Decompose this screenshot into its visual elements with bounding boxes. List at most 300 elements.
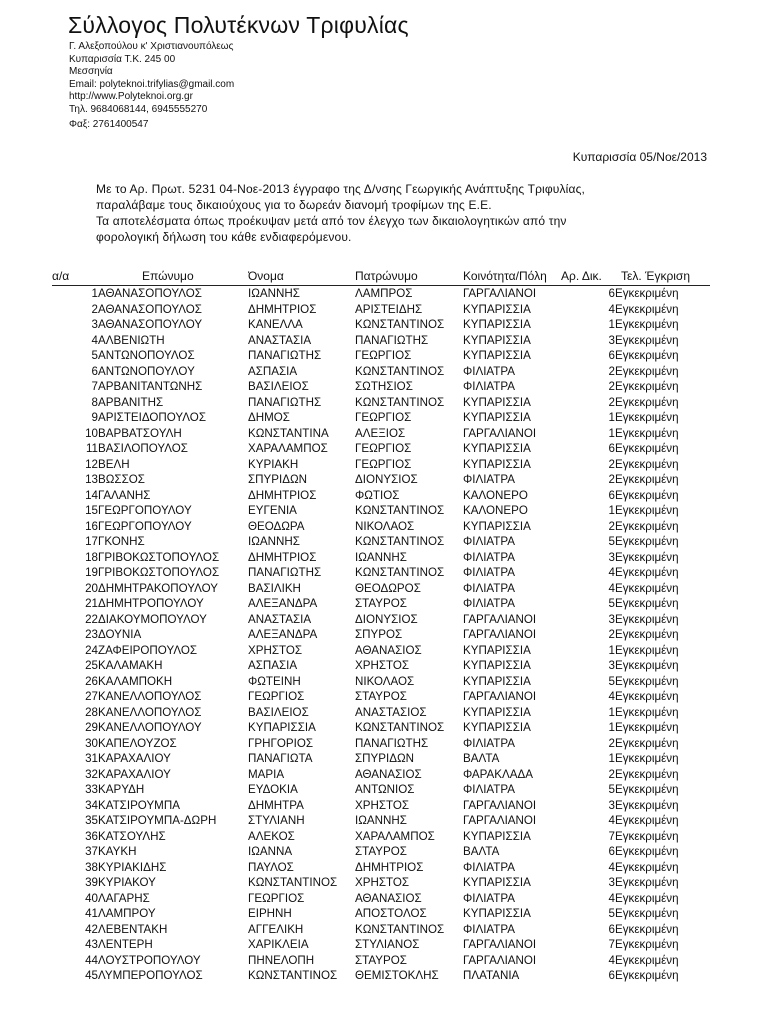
table-row [52,457,710,473]
name-cell: ΚΩΝΣΤΑΝΤΙΝΟΣ [248,969,338,982]
father-name-cell: ΦΩΤΙΟΣ [355,488,400,502]
father-name-cell: ΑΘΑΝΑΣΙΟΣ [355,891,422,905]
table-row [52,736,710,752]
children-count-cell: 1 [608,721,615,734]
table-row [52,844,710,860]
name-cell: ΕΥΓΕΝΙΑ [248,504,297,517]
column-header-father: Πατρώνυμο [355,267,463,286]
name-cell: ΠΑΝΑΓΙΩΤΗΣ [248,349,322,362]
name-cell: ΠΑΝΑΓΙΩΤΗΣ [248,566,322,579]
children-count-cell: 3 [608,876,615,889]
father-name-cell: ΠΑΝΑΓΙΩΤΗΣ [355,736,429,750]
community-cell: ΚΥΠΑΡΙΣΣΙΑ [463,411,531,424]
table-row [52,875,710,891]
surname-cell: ΑΛΒΕΝΙΩΤΗ [98,333,165,347]
row-number: 6 [91,364,98,378]
community-cell: ΓΑΡΓΑΛΙΑΝΟΙ [463,690,537,703]
surname-cell: ΑΘΑΝΑΣΟΠΟΥΛΟΣ [98,287,202,300]
row-number: 21 [85,597,98,610]
surname-cell: ΚΥΡΙΑΚΙΔΗΣ [98,860,167,874]
approval-status-cell: Εγκεκριμένη [615,938,679,951]
children-count-cell: 6 [608,442,615,455]
name-cell: ΠΑΥΛΟΣ [248,860,294,874]
column-header-community: Κοινότητα/Πόλη [463,267,561,286]
surname-cell: ΚΑΤΣΟΥΛΗΣ [98,829,166,843]
approval-status-cell: Εγκεκριμένη [615,767,679,781]
father-name-cell: ΣΠΥΡΙΔΩΝ [355,752,415,765]
approval-status-cell: Εγκεκριμένη [615,581,679,595]
children-count-cell: 2 [608,457,615,471]
table-row [52,488,710,504]
father-name-cell: ΑΠΟΣΤΟΛΟΣ [355,907,427,920]
community-cell: ΚΥΠΑΡΙΣΣΙΑ [463,674,531,688]
children-count-cell: 3 [608,333,615,347]
children-count-cell: 4 [608,566,615,579]
organization-title: Σύλλογος Πολυτέκνων Τριφυλίας [68,12,409,38]
community-cell: ΦΙΛΙΑΤΡΑ [463,922,515,936]
children-count-cell: 4 [608,690,615,703]
name-cell: ΔΗΜΗΤΡΙΟΣ [248,488,317,502]
row-number: 32 [85,767,98,781]
intro-line: Τα αποτελέσματα όπως προέκυψαν μετά από τον έλεγχο των δικαιολογητικών από την [96,214,567,228]
community-cell: ΓΑΡΓΑΛΙΑΝΟΙ [463,612,537,626]
father-name-cell: ΙΩΑΝΝΗΣ [355,814,407,827]
community-cell: ΓΑΡΓΑΛΙΑΝΟΙ [463,814,537,827]
surname-cell: ΛΥΜΠΕΡΟΠΟΥΛΟΣ [98,969,203,982]
row-number: 25 [85,659,98,672]
approval-status-cell: Εγκεκριμένη [615,969,679,982]
community-cell: ΦΙΛΙΑΤΡΑ [463,597,515,610]
approval-status-cell: Εγκεκριμένη [615,488,679,502]
approval-status-cell: Εγκεκριμένη [615,612,679,626]
father-name-cell: ΚΩΝΣΤΑΝΤΙΝΟΣ [355,535,445,548]
approval-status-cell: Εγκεκριμένη [615,318,679,331]
row-number: 3 [91,318,98,331]
row-number: 38 [85,860,98,874]
name-cell: ΧΑΡΙΚΛΕΙΑ [248,938,309,951]
community-cell: ΚΑΛΟΝΕΡΟ [463,488,528,502]
column-header-aa: α/α [52,267,98,286]
surname-cell: ΚΑΥΚΗ [98,845,137,858]
father-name-cell: ΧΑΡΑΛΑΜΠΟΣ [355,829,435,843]
approval-status-cell: Εγκεκριμένη [615,426,679,440]
father-name-cell: ΑΛΕΞΙΟΣ [355,426,406,440]
approval-status-cell: Εγκεκριμένη [615,504,679,517]
community-cell: ΦΙΛΙΑΤΡΑ [463,783,515,796]
community-cell: ΚΑΛΟΝΕΡΟ [463,504,528,517]
column-header-children: Αρ. Δικ. [561,267,615,286]
table-header-row [52,267,710,286]
name-cell: ΚΥΠΑΡΙΣΣΙΑ [248,721,316,734]
name-cell: ΕΙΡΗΝΗ [248,907,292,920]
table-body [52,286,710,984]
name-cell: ΔΗΜΗΤΡΙΟΣ [248,302,317,316]
community-cell: ΚΥΠΑΡΙΣΣΙΑ [463,829,531,843]
approval-status-cell: Εγκεκριμένη [615,690,679,703]
surname-cell: ΔΙΑΚΟΥΜΟΠΟΥΛΟΥ [98,612,207,626]
children-count-cell: 2 [608,519,615,533]
father-name-cell: ΚΩΝΣΤΑΝΤΙΝΟΣ [355,922,445,936]
children-count-cell: 4 [608,814,615,827]
row-number: 4 [91,333,98,347]
table-row [52,519,710,535]
approval-status-cell: Εγκεκριμένη [615,814,679,827]
surname-cell: ΛΟΥΣΤΡΟΠΟΥΛΟΥ [98,953,201,967]
row-number: 18 [85,550,98,564]
table-row [52,860,710,876]
name-cell: ΑΛΕΚΟΣ [248,829,295,843]
table-row [52,720,710,736]
surname-cell: ΓΡΙΒΟΚΩΣΤΟΠΟΥΛΟΣ [98,550,220,564]
surname-cell: ΖΑΦΕΙΡΟΠΟΥΛΟΣ [98,643,198,657]
table-row [52,503,710,519]
row-number: 20 [85,581,98,595]
children-count-cell: 4 [608,302,615,316]
community-cell: ΚΥΠΑΡΙΣΣΙΑ [463,302,531,316]
row-number: 15 [85,504,98,517]
children-count-cell: 1 [608,426,615,440]
father-name-cell: ΑΝΤΩΝΙΟΣ [355,783,415,796]
table-row [52,643,710,659]
table-row [52,364,710,380]
table-row [52,891,710,907]
community-cell: ΓΑΡΓΑΛΙΑΝΟΙ [463,426,537,440]
father-name-cell: ΘΕΜΙΣΤΟΚΛΗΣ [355,969,439,982]
table-row [52,596,710,612]
approval-status-cell: Εγκεκριμένη [615,473,679,486]
surname-cell: ΑΝΤΩΝΟΠΟΥΛΟΥ [98,364,195,378]
community-cell: ΓΑΡΓΑΛΙΑΝΟΙ [463,938,537,951]
father-name-cell: ΧΡΗΣΤΟΣ [355,798,410,812]
surname-cell: ΒΑΣΙΛΟΠΟΥΛΟΣ [98,442,188,455]
table-row [52,798,710,814]
children-count-cell: 7 [608,829,615,843]
approval-status-cell: Εγκεκριμένη [615,783,679,796]
row-number: 16 [85,519,98,533]
children-count-cell: 5 [608,597,615,610]
surname-cell: ΒΩΣΣΟΣ [98,473,145,486]
community-cell: ΦΙΛΙΑΤΡΑ [463,566,515,579]
table-row [52,922,710,938]
children-count-cell: 5 [608,674,615,688]
children-count-cell: 2 [608,395,615,409]
surname-cell: ΑΘΑΝΑΣΟΠΟΥΛΟΣ [98,302,202,316]
father-name-cell: ΚΩΝΣΤΑΝΤΙΝΟΣ [355,364,445,378]
approval-status-cell: Εγκεκριμένη [615,860,679,874]
community-cell: ΓΑΡΓΑΛΙΑΝΟΙ [463,287,537,300]
children-count-cell: 2 [608,364,615,378]
children-count-cell: 6 [608,287,615,300]
children-count-cell: 6 [608,349,615,362]
father-name-cell: ΧΡΗΣΤΟΣ [355,876,410,889]
father-name-cell: ΚΩΝΣΤΑΝΤΙΝΟΣ [355,318,445,331]
community-cell: ΚΥΠΑΡΙΣΣΙΑ [463,395,531,409]
contact-fax: Φαξ: 2761400547 [69,119,149,130]
father-name-cell: ΧΡΗΣΤΟΣ [355,659,410,672]
community-cell: ΦΙΛΙΑΤΡΑ [463,380,515,393]
surname-cell: ΔΟΥΝΙΑ [98,628,142,641]
approval-status-cell: Εγκεκριμένη [615,891,679,905]
table-row [52,953,710,969]
name-cell: ΔΗΜΗΤΡΙΟΣ [248,550,317,564]
table-row [52,829,710,845]
surname-cell: ΚΑΝΕΛΛΟΠΟΥΛΟΣ [98,690,202,703]
surname-cell: ΚΑΤΣΙΡΟΥΜΠΑ-ΔΩΡΗ [98,814,217,827]
children-count-cell: 5 [608,783,615,796]
approval-status-cell: Εγκεκριμένη [615,457,679,471]
surname-cell: ΔΗΜΗΤΡΑΚΟΠΟΥΛΟΥ [98,581,218,595]
approval-status-cell: Εγκεκριμένη [615,349,679,362]
father-name-cell: ΣΤΥΛΙΑΝΟΣ [355,938,420,951]
row-number: 9 [91,411,98,424]
contact-address: Γ. Αλεξοπούλου κ' Χριστιανουπόλεως [69,41,234,52]
row-number: 40 [85,891,98,905]
community-cell: ΦΙΛΙΑΤΡΑ [463,535,515,548]
name-cell: ΑΝΑΣΤΑΣΙΑ [248,612,312,626]
community-cell: ΓΑΡΓΑΛΙΑΝΟΙ [463,953,537,967]
children-count-cell: 2 [608,767,615,781]
children-count-cell: 4 [608,953,615,967]
row-number: 45 [85,969,98,982]
intro-line: φορολογική δήλωση του κάθε ενδιαφερόμενου. [96,230,352,244]
row-number: 43 [85,938,98,951]
surname-cell: ΚΑΝΕΛΛΟΠΟΥΛΟΣ [98,705,202,719]
intro-paragraph [96,181,636,245]
row-number: 14 [85,488,98,502]
community-cell: ΚΥΠΑΡΙΣΣΙΑ [463,876,531,889]
row-number: 27 [85,690,98,703]
document-date: Κυπαρισσία 05/Νοε/2013 [572,150,707,164]
row-number: 2 [91,302,98,316]
children-count-cell: 1 [608,705,615,719]
father-name-cell: ΔΙΟΝΥΣΙΟΣ [355,612,418,626]
surname-cell: ΛΑΓΑΡΗΣ [98,891,150,905]
surname-cell: ΓΕΩΡΓΟΠΟΥΛΟΥ [98,504,192,517]
surname-cell: ΚΑΛΑΜΠΟΚΗ [98,674,173,688]
table-row [52,767,710,783]
row-number: 8 [91,395,98,409]
contact-region: Μεσσηνία [69,66,113,77]
father-name-cell: ΚΩΝΣΤΑΝΤΙΝΟΣ [355,566,445,579]
row-number: 5 [91,349,98,362]
row-number: 28 [85,705,98,719]
father-name-cell: ΔΗΜΗΤΡΙΟΣ [355,860,424,874]
children-count-cell: 2 [608,736,615,750]
community-cell: ΚΥΠΑΡΙΣΣΙΑ [463,333,531,347]
intro-line: Με το Αρ. Πρωτ. 5231 04-Νοε-2013 έγγραφο της Δ/νσης Γεωργικής Ανάπτυξης Τριφυλίας, [96,182,585,196]
row-number: 13 [85,473,98,486]
approval-status-cell: Εγκεκριμένη [615,597,679,610]
father-name-cell: ΣΩΤΗΣΙΟΣ [355,380,413,393]
community-cell: ΓΑΡΓΑΛΙΑΝΟΙ [463,628,537,641]
contact-block [69,41,234,132]
row-number: 29 [85,721,98,734]
father-name-cell: ΣΠΥΡΟΣ [355,628,403,641]
father-name-cell: ΚΩΝΣΤΑΝΤΙΝΟΣ [355,504,445,517]
table-row [52,379,710,395]
approval-status-cell: Εγκεκριμένη [615,364,679,378]
children-count-cell: 5 [608,907,615,920]
row-number: 37 [85,845,98,858]
approval-status-cell: Εγκεκριμένη [615,953,679,967]
community-cell: ΚΥΠΑΡΙΣΣΙΑ [463,349,531,362]
approval-status-cell: Εγκεκριμένη [615,659,679,672]
community-cell: ΦΙΛΙΑΤΡΑ [463,581,515,595]
name-cell: ΑΣΠΑΣΙΑ [248,364,298,378]
surname-cell: ΑΡΙΣΤΕΙΔΟΠΟΥΛΟΣ [98,411,206,424]
table-row [52,426,710,442]
community-cell: ΦΑΡΑΚΛΑΔΑ [463,767,533,781]
name-cell: ΧΑΡΑΛΑΜΠΟΣ [248,442,328,455]
father-name-cell: ΙΩΑΝΝΗΣ [355,550,407,564]
row-number: 36 [85,829,98,843]
name-cell: ΠΗΝΕΛΟΠΗ [248,953,315,967]
father-name-cell: ΑΘΑΝΑΣΙΟΣ [355,767,422,781]
table-row [52,410,710,426]
row-number: 24 [85,643,98,657]
row-number: 39 [85,876,98,889]
column-header-approval: Τελ. Έγκριση [615,267,710,286]
table-row [52,658,710,674]
surname-cell: ΑΘΑΝΑΣΟΠΟΥΛΟΥ [98,318,203,331]
father-name-cell: ΛΑΜΠΡΟΣ [355,287,413,300]
surname-cell: ΚΑΡΑΧΑΛΙΟΥ [98,752,171,765]
surname-cell: ΛΕΒΕΝΤΑΚΗ [98,922,168,936]
community-cell: ΚΥΠΑΡΙΣΣΙΑ [463,442,531,455]
row-number: 35 [85,814,98,827]
table-row [52,550,710,566]
row-number: 12 [85,457,98,471]
surname-cell: ΑΡΒΑΝΙΤΗΣ [98,395,164,409]
father-name-cell: ΚΩΝΣΤΑΝΤΙΝΟΣ [355,721,445,734]
table-row [52,395,710,411]
beneficiaries-table [52,267,710,984]
table-row [52,286,710,302]
approval-status-cell: Εγκεκριμένη [615,333,679,347]
approval-status-cell: Εγκεκριμένη [615,752,679,765]
approval-status-cell: Εγκεκριμένη [615,380,679,393]
name-cell: ΠΑΝΑΓΙΩΤΗΣ [248,395,322,409]
table-row [52,472,710,488]
table-row [52,333,710,349]
name-cell: ΦΩΤΕΙΝΗ [248,674,301,688]
name-cell: ΣΤΥΛΙΑΝΗ [248,814,305,827]
row-number: 34 [85,798,98,812]
approval-status-cell: Εγκεκριμένη [615,705,679,719]
name-cell: ΣΠΥΡΙΔΩΝ [248,473,308,486]
surname-cell: ΔΗΜΗΤΡΟΠΟΥΛΟΥ [98,597,204,610]
children-count-cell: 1 [608,504,615,517]
father-name-cell: ΔΙΟΝΥΣΙΟΣ [355,473,418,486]
children-count-cell: 1 [608,752,615,765]
approval-status-cell: Εγκεκριμένη [615,674,679,688]
row-number: 42 [85,922,98,936]
table-row [52,751,710,767]
table-row [52,317,710,333]
surname-cell: ΒΕΛΗ [98,457,130,471]
column-header-surname: Επώνυμο [98,267,248,286]
name-cell: ΙΩΑΝΝΗΣ [248,535,300,548]
surname-cell: ΛΑΜΠΡΟΥ [98,907,156,920]
table-row [52,705,710,721]
intro-line: παραλάβαμε τους δικαιούχους για το δωρεάν διανομή τροφίμων της Ε.Ε. [96,198,492,212]
children-count-cell: 1 [608,318,615,331]
name-cell: ΜΑΡΙΑ [248,767,285,781]
row-number: 23 [85,628,98,641]
row-number: 44 [85,953,98,967]
father-name-cell: ΣΤΑΥΡΟΣ [355,597,407,610]
name-cell: ΙΩΑΝΝΗΣ [248,287,300,300]
approval-status-cell: Εγκεκριμένη [615,550,679,564]
surname-cell: ΓΚΟΝΗΣ [98,535,145,548]
name-cell: ΑΛΕΞΑΝΔΡΑ [248,597,318,610]
name-cell: ΘΕΟΔΩΡΑ [248,519,305,533]
surname-cell: ΓΕΩΡΓΟΠΟΥΛΟΥ [98,519,192,533]
children-count-cell: 3 [608,798,615,812]
children-count-cell: 1 [608,411,615,424]
children-count-cell: 4 [608,891,615,905]
father-name-cell: ΓΕΩΡΓΙΟΣ [355,411,412,424]
father-name-cell: ΓΕΩΡΓΙΟΣ [355,457,412,471]
surname-cell: ΚΑΝΕΛΛΟΠΟΥΛΟΥ [98,721,202,734]
community-cell: ΚΥΠΑΡΙΣΣΙΑ [463,721,531,734]
father-name-cell: ΣΤΑΥΡΟΣ [355,953,407,967]
children-count-cell: 3 [608,659,615,672]
approval-status-cell: Εγκεκριμένη [615,721,679,734]
name-cell: ΓΡΗΓΟΡΙΟΣ [248,736,314,750]
approval-status-cell: Εγκεκριμένη [615,845,679,858]
table-row [52,581,710,597]
father-name-cell: ΓΕΩΡΓΙΟΣ [355,349,412,362]
community-cell: ΦΙΛΙΑΤΡΑ [463,364,515,378]
name-cell: ΑΝΑΣΤΑΣΙΑ [248,333,312,347]
community-cell: ΚΥΠΑΡΙΣΣΙΑ [463,659,531,672]
community-cell: ΚΥΠΑΡΙΣΣΙΑ [463,519,531,533]
community-cell: ΦΙΛΙΑΤΡΑ [463,550,515,564]
children-count-cell: 6 [608,845,615,858]
surname-cell: ΓΑΛΑΝΗΣ [98,488,151,502]
table-row [52,534,710,550]
father-name-cell: ΣΤΑΥΡΟΣ [355,690,407,703]
father-name-cell: ΑΘΑΝΑΣΙΟΣ [355,643,422,657]
community-cell: ΚΥΠΑΡΙΣΣΙΑ [463,643,531,657]
approval-status-cell: Εγκεκριμένη [615,643,679,657]
name-cell: ΒΑΣΙΛΕΙΟΣ [248,380,309,393]
surname-cell: ΚΑΛΑΜΑΚΗ [98,659,163,672]
children-count-cell: 4 [608,581,615,595]
community-cell: ΚΥΠΑΡΙΣΣΙΑ [463,705,531,719]
children-count-cell: 2 [608,380,615,393]
surname-cell: ΚΑΤΣΙΡΟΥΜΠΑ [98,798,180,812]
name-cell: ΑΛΕΞΑΝΔΡΑ [248,628,318,641]
approval-status-cell: Εγκεκριμένη [615,519,679,533]
name-cell: ΚΑΝΕΛΛΑ [248,318,303,331]
row-number: 31 [85,752,98,765]
approval-status-cell: Εγκεκριμένη [615,566,679,579]
children-count-cell: 6 [608,922,615,936]
row-number: 26 [85,674,98,688]
children-count-cell: 3 [608,550,615,564]
approval-status-cell: Εγκεκριμένη [615,876,679,889]
contact-phone: Τηλ. 9684068144, 6945555270 [69,103,208,115]
row-number: 7 [91,380,98,393]
father-name-cell: ΘΕΟΔΩΡΟΣ [355,581,421,595]
approval-status-cell: Εγκεκριμένη [615,302,679,316]
name-cell: ΒΑΣΙΛΕΙΟΣ [248,705,309,719]
surname-cell: ΑΝΤΩΝΟΠΟΥΛΟΣ [98,349,195,362]
name-cell: ΑΓΓΕΛΙΚΗ [248,922,304,936]
table-row [52,441,710,457]
